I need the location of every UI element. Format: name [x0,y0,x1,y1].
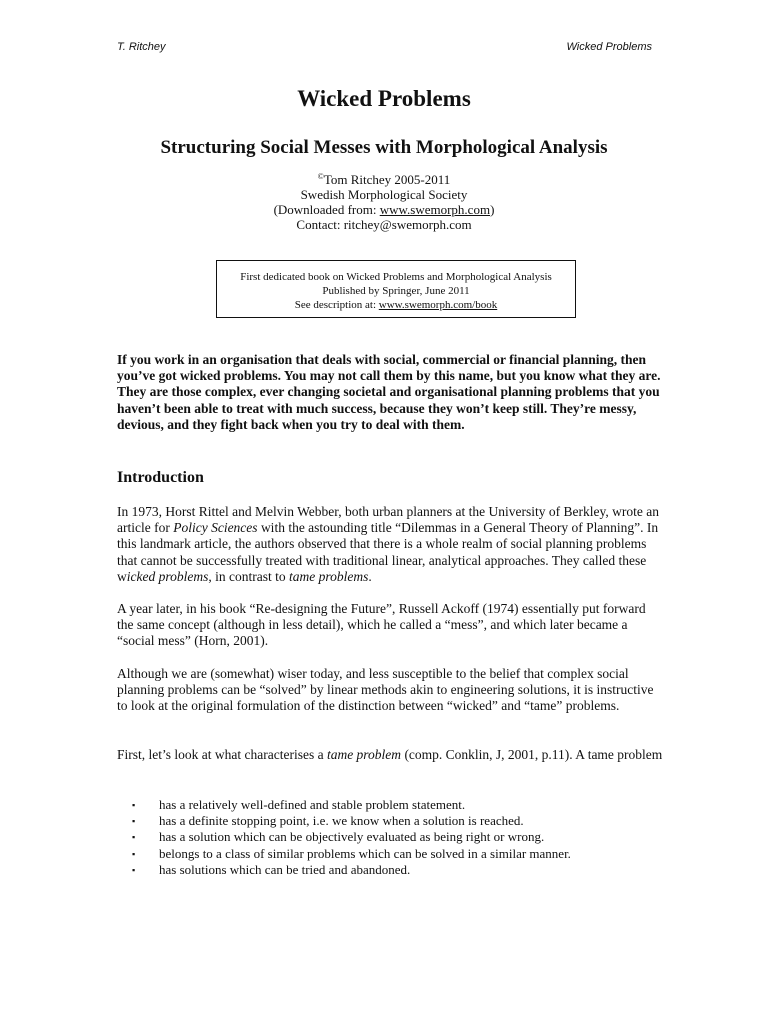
abstract: If you work in an organisation that deals with social, commercial or financial planning, then you’ve got wicked problems. You may not call them by this name, but you know what they are. They are those complex, ever changing societal and organisational planning problems that you haven’t been able to treat with much success, because they won’t keep still. They’re messy, devious, and they fight back when you try to deal with them. [117,352,661,432]
paragraph-3: Although we are (somewhat) wiser today, and less susceptible to the belief that complex social planning problems can be “solved” by linear methods akin to engineering solutions, it is instructive to look at the original formulation of the distinction between “wicked” and “tame” problems. [117,666,654,714]
swemorph-link[interactable]: www.swemorph.com [379,202,491,217]
contact-line: Contact: ritchey@swemorph.com [296,217,472,232]
header-author: T. Ritchey [117,41,166,53]
bullet-icon: ▪ [132,816,136,827]
book-notice-line2: Published by Springer, June 2011 [322,285,470,297]
document-title: Wicked Problems [297,86,471,111]
download-line: (Downloaded from: www.swemorph.com) [273,202,495,217]
list-item: ▪ has a solution which can be objectively evaluated as being right or wrong. [132,829,545,845]
bullet-icon: ▪ [132,800,136,810]
paragraph-4: First, let’s look at what characterises a tame problem (comp. Conklin, J, 2001, p.11). A tame problem [117,747,663,762]
list-item: ▪ has solutions which can be tried and abandoned. [132,861,411,877]
bullet-icon: ▪ [132,848,136,859]
tame-problem-list [132,797,571,878]
byline [0,172,768,232]
book-notice-box [216,260,576,318]
list-item: ▪ belongs to a class of similar problems which can be solved in a similar manner. [132,845,571,861]
author-line [0,172,768,187]
running-header [117,41,652,53]
book-notice-line1: First dedicated book on Wicked Problems and Morphological Analysis [240,271,552,283]
paragraph-1: In 1973, Horst Rittel and Melvin Webber, both urban planners at the University of Berkley, wrote an article for Policy Sciences with the astounding title “Dilemmas in a General Theory of Planning”. In this landmark article, the authors observed that there is a whole realm of social planning problems that cannot be successfully treated with traditional linear, analytical approaches. They called these wicked problems, in contrast to tame problems. [117,504,659,584]
book-link[interactable]: www.swemorph.com/book [378,299,498,311]
bullet-icon: ▪ [132,832,136,843]
book-notice-line3: See description at: www.swemorph.com/book [294,299,498,311]
section-heading-introduction: Introduction [117,469,204,486]
list-item: ▪ has a definite stopping point, i.e. we know when a solution is reached. [132,813,524,829]
society-line: Swedish Morphological Society [300,187,468,202]
list-item: ▪ has a relatively well-defined and stable problem statement. [132,797,466,812]
bullet-icon: ▪ [132,864,136,875]
header-title: Wicked Problems [566,41,652,53]
author-text: Tom Ritchey 2005-2011 [323,172,451,187]
paragraph-2: A year later, in his book “Re-designing the Future”, Russell Ackoff (1974) essentially put forward the same concept (although in less detail), which he called a “mess”, and which later became a “social mess” (Horn, 2001). [117,601,646,649]
journal-name: Policy Sciences [173,520,258,536]
copyright-mark: © [317,172,324,181]
document-subtitle: Structuring Social Messes with Morphological Analysis [160,137,608,158]
